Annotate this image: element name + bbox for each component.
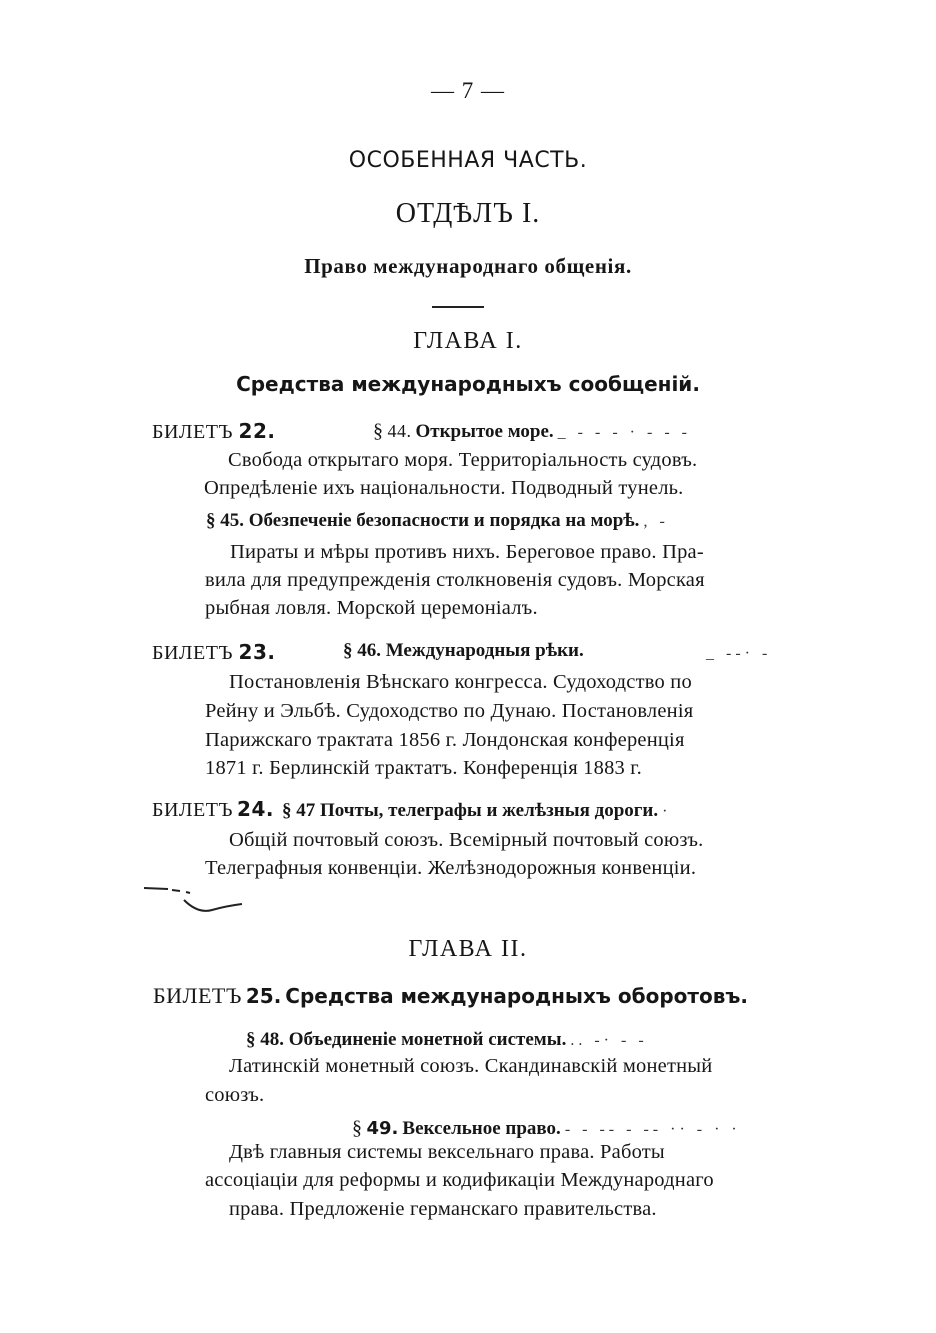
ticket-label: БИЛЕТЪ: [152, 421, 234, 443]
section-title: Вексельное право.: [402, 1118, 561, 1139]
section-44-line-1: Свобода открытаго моря. Территоріальность судовъ.: [228, 449, 698, 471]
section-46-line-3: Парижскаго трактата 1856 г. Лондонская конференція: [205, 729, 685, 751]
section-47-line-2: Телеграфныя конвенціи. Желѣзнодорожныя конвенціи.: [205, 857, 697, 879]
section-44-trail: _ - - - · - - -: [557, 424, 691, 441]
chapter-1-title: Средства международныхъ сообщеній.: [236, 372, 700, 396]
ticket-22-heading: [152, 419, 275, 444]
section-45-line-3: рыбная ловля. Морской церемоніалъ.: [205, 597, 538, 619]
section-title: Открытое море.: [415, 421, 554, 442]
ticket-number: 25.: [245, 984, 282, 1008]
section-49-line-1: Двѣ главныя системы вексельнаго права. Работы: [229, 1141, 665, 1163]
section-47-line-1: Общій почтовый союзъ. Всемірный почтовый союзъ.: [229, 829, 704, 851]
section-47-title: § 47 Почты, телеграфы и желѣзныя дороги.: [281, 800, 659, 821]
section-46-line-1: Постановленія Вѣнскаго конгресса. Судоходство по: [229, 671, 692, 693]
section-47-trail: ·: [662, 803, 672, 820]
section-number: 44.: [387, 421, 412, 441]
ticket-label: БИЛЕТЪ: [152, 642, 234, 664]
section-49-line-3: права. Предложеніе германскаго правительства.: [229, 1198, 657, 1220]
ink-scribble: [140, 880, 250, 920]
section-45-heading: § 45. Обезпеченіе безопасности и порядка на морѣ. , -: [206, 510, 669, 531]
section-48-trail: .. -· - -: [570, 1032, 648, 1049]
ticket-number: 24.: [237, 797, 274, 821]
section-sign: §: [352, 1117, 363, 1139]
ticket-number: 22.: [238, 419, 276, 443]
ticket-24-heading: [152, 797, 671, 822]
part-title: ОСОБЕННАЯ ЧАСТЬ.: [348, 148, 588, 173]
chapter-1-heading: ГЛАВА I.: [413, 328, 523, 354]
section-49-line-2: ассоціаціи для реформы и кодификаціи Международнаго: [205, 1169, 714, 1191]
department-subtitle: Право международнаго общенія.: [304, 254, 632, 278]
divider: [432, 306, 484, 308]
page-number: — 7 —: [431, 78, 505, 103]
ticket-25-title: Средства международныхъ оборотовъ.: [285, 984, 749, 1008]
section-45-trail: , -: [643, 513, 669, 530]
section-46-line-4: 1871 г. Берлинскій трактатъ. Конференція 1883 г.: [205, 757, 642, 779]
section-number: 49.: [366, 1118, 399, 1139]
chapter-2-heading: ГЛАВА II.: [408, 936, 528, 962]
ticket-number: 23.: [238, 640, 276, 664]
ticket-label: БИЛЕТЪ: [153, 983, 242, 1008]
department-title: ОТДѢЛЪ I.: [395, 198, 541, 229]
section-48-heading: § 48. Объединеніе монетной системы. .. -· - -: [246, 1029, 648, 1050]
ticket-label: БИЛЕТЪ: [152, 799, 234, 821]
section-46-line-2: Рейну и Эльбѣ. Судоходство по Дунаю. Постановленія: [205, 700, 694, 722]
section-49-heading: [352, 1117, 741, 1140]
ticket-25-heading: [153, 983, 748, 1009]
section-45-line-2: вила для предупрежденія столкновенія судовъ. Морская: [205, 569, 705, 591]
section-44-line-2: Опредѣленіе ихъ національности. Подводный тунель.: [204, 477, 684, 499]
section-sign: §: [373, 420, 384, 442]
ticket-23-heading: [152, 640, 275, 665]
section-48-line-2: союзъ.: [205, 1084, 265, 1106]
section-48-line-1: Латинскій монетный союзъ. Скандинавскій монетный: [229, 1055, 713, 1077]
section-45-line-1: Пираты и мѣры противъ нихъ. Береговое право. Пра-: [230, 541, 704, 563]
section-46-heading: § 46. Международныя рѣки.: [343, 640, 584, 661]
section-49-trail: - - -- - -- ·· - · ·: [564, 1121, 741, 1138]
section-46-trail: _ --· -: [706, 645, 772, 662]
section-44-heading: [373, 420, 691, 443]
